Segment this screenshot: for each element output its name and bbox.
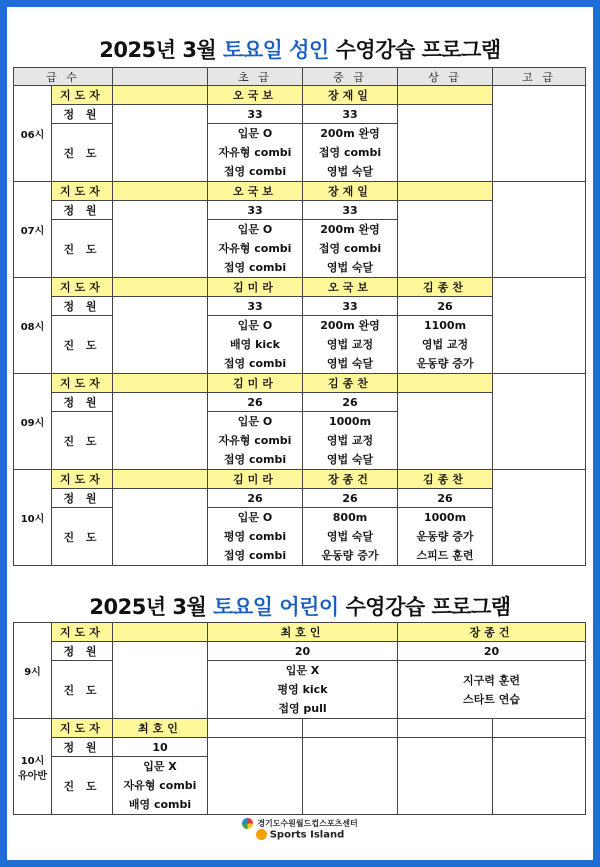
progress-beginner: 입문 O 자유형 combi 접영 combi	[208, 220, 303, 278]
header-grade: 급 수	[14, 68, 113, 86]
capacity-intermediate: 26	[303, 489, 398, 508]
advanced-cell	[493, 470, 586, 566]
advanced-cell	[493, 86, 586, 182]
capacity-beginner: 33	[208, 105, 303, 124]
kids-10-empty-6	[303, 738, 398, 815]
slot-time: 06시	[14, 86, 52, 182]
header-advanced: 고 급	[493, 68, 586, 86]
instructor-intermediate: 장재일	[303, 182, 398, 201]
kids-9-blank-col	[113, 642, 208, 719]
capacity-beginner: 26	[208, 489, 303, 508]
progress-beginner: 입문 O 자유형 combi 접영 combi	[208, 412, 303, 470]
blank-col	[113, 297, 208, 374]
progress-upper: 1000m 운동량 증가 스피드 훈련	[398, 508, 493, 566]
progress-upper: 1100m 영법 교정 운동량 증가	[398, 316, 493, 374]
progress-intermediate: 800m 영법 숙달 운동량 증가	[303, 508, 398, 566]
footer-logo	[0, 818, 600, 841]
instructor-blank	[113, 374, 208, 393]
kids-10-progress: 입문 X 자유형 combi 배영 combi	[113, 757, 208, 815]
progress-intermediate: 200m 완영 접영 combi 영법 숙달	[303, 220, 398, 278]
instructor-label: 지도자	[52, 374, 113, 393]
kids-schedule-table	[13, 622, 586, 815]
kids-9-progress-a: 입문 X 평영 kick 접영 pull	[208, 661, 398, 719]
header-intermediate: 중 급	[303, 68, 398, 86]
instructor-intermediate: 오국보	[303, 278, 398, 297]
center-logo-icon	[242, 818, 253, 829]
kids-10-capacity: 10	[113, 738, 208, 757]
kids-10-empty-1	[208, 719, 303, 738]
instructor-label: 지도자	[52, 86, 113, 105]
kids-program-title: 2025년 3월 토요일 어린이 수영강습 프로그램	[89, 595, 511, 619]
kids-10-progress-label: 진 도	[52, 757, 113, 815]
instructor-beginner: 김미라	[208, 374, 303, 393]
kids-9-capacity-b: 20	[398, 642, 586, 661]
capacity-beginner: 33	[208, 297, 303, 316]
progress-label: 진 도	[52, 508, 113, 566]
capacity-label: 정 원	[52, 105, 113, 124]
instructor-beginner: 김미라	[208, 470, 303, 489]
progress-beginner: 입문 O 배영 kick 접영 combi	[208, 316, 303, 374]
capacity-label: 정 원	[52, 201, 113, 220]
instructor-beginner: 오국보	[208, 182, 303, 201]
upper-empty	[398, 105, 493, 182]
capacity-label: 정 원	[52, 489, 113, 508]
capacity-beginner: 26	[208, 393, 303, 412]
slot-time: 10시	[14, 470, 52, 566]
blank-col	[113, 393, 208, 470]
progress-beginner: 입문 O 자유형 combi 접영 combi	[208, 124, 303, 182]
slot-time: 07시	[14, 182, 52, 278]
kids-10-empty-2	[303, 719, 398, 738]
capacity-intermediate: 33	[303, 297, 398, 316]
kids-9-instructor-label: 지도자	[52, 623, 113, 642]
instructor-intermediate: 장종건	[303, 470, 398, 489]
capacity-intermediate: 33	[303, 105, 398, 124]
instructor-upper	[398, 182, 493, 201]
kids-9-instructor-a: 최호인	[208, 623, 398, 642]
slot-time: 08시	[14, 278, 52, 374]
kids-10-empty-5	[208, 738, 303, 815]
blank-col	[113, 105, 208, 182]
kids-9-progress-label: 진 도	[52, 661, 113, 719]
blank-col	[113, 489, 208, 566]
kids-9-instructor-b: 장종건	[398, 623, 586, 642]
kids-slot-10-time: 10시 유아반	[14, 719, 52, 815]
capacity-intermediate: 33	[303, 201, 398, 220]
kids-10-empty-4	[493, 719, 586, 738]
capacity-label: 정 원	[52, 393, 113, 412]
instructor-beginner: 오국보	[208, 86, 303, 105]
adult-schedule-table	[13, 67, 586, 566]
sports-island-logo-icon	[256, 829, 267, 840]
blank-col	[113, 201, 208, 278]
kids-9-capacity-label: 정 원	[52, 642, 113, 661]
instructor-upper	[398, 374, 493, 393]
kids-10-instructor: 최호인	[113, 719, 208, 738]
kids-10-empty-8	[493, 738, 586, 815]
progress-label: 진 도	[52, 412, 113, 470]
progress-label: 진 도	[52, 124, 113, 182]
advanced-cell	[493, 182, 586, 278]
instructor-label: 지도자	[52, 278, 113, 297]
kids-9-capacity-a: 20	[208, 642, 398, 661]
instructor-upper	[398, 86, 493, 105]
instructor-upper: 김종찬	[398, 278, 493, 297]
kids-9-progress-b: 지구력 훈련 스타트 연습	[398, 661, 586, 719]
upper-empty	[398, 393, 493, 470]
slot-time: 09시	[14, 374, 52, 470]
footer-brand: Sports Island	[269, 829, 345, 841]
progress-label: 진 도	[52, 220, 113, 278]
instructor-blank	[113, 470, 208, 489]
instructor-blank	[113, 182, 208, 201]
adult-program-title: 2025년 3월 토요일 성인 수영강습 프로그램	[99, 38, 501, 62]
footer-org-name: 경기도수원월드컵스포츠센터	[257, 819, 358, 828]
progress-label: 진 도	[52, 316, 113, 374]
instructor-blank	[113, 278, 208, 297]
capacity-upper: 26	[398, 297, 493, 316]
instructor-intermediate: 장재일	[303, 86, 398, 105]
advanced-cell	[493, 374, 586, 470]
capacity-upper: 26	[398, 489, 493, 508]
instructor-label: 지도자	[52, 182, 113, 201]
instructor-upper: 김종찬	[398, 470, 493, 489]
kids-10-empty-3	[398, 719, 493, 738]
instructor-beginner: 김미라	[208, 278, 303, 297]
upper-empty	[398, 201, 493, 278]
instructor-blank	[113, 86, 208, 105]
capacity-intermediate: 26	[303, 393, 398, 412]
header-beginner: 초 급	[208, 68, 303, 86]
progress-intermediate: 200m 완영 접영 combi 영법 숙달	[303, 124, 398, 182]
instructor-intermediate: 김종찬	[303, 374, 398, 393]
kids-10-capacity-label: 정 원	[52, 738, 113, 757]
header-blank	[113, 68, 208, 86]
advanced-cell	[493, 278, 586, 374]
kids-9-blank	[113, 623, 208, 642]
progress-intermediate: 200m 완영 영법 교정 영법 숙달	[303, 316, 398, 374]
progress-intermediate: 1000m 영법 교정 영법 숙달	[303, 412, 398, 470]
progress-beginner: 입문 O 평영 combi 접영 combi	[208, 508, 303, 566]
kids-slot-9-time: 9시	[14, 623, 52, 719]
kids-10-instructor-label: 지도자	[52, 719, 113, 738]
capacity-beginner: 33	[208, 201, 303, 220]
header-upper: 상 급	[398, 68, 493, 86]
instructor-label: 지도자	[52, 470, 113, 489]
capacity-label: 정 원	[52, 297, 113, 316]
kids-10-empty-7	[398, 738, 493, 815]
